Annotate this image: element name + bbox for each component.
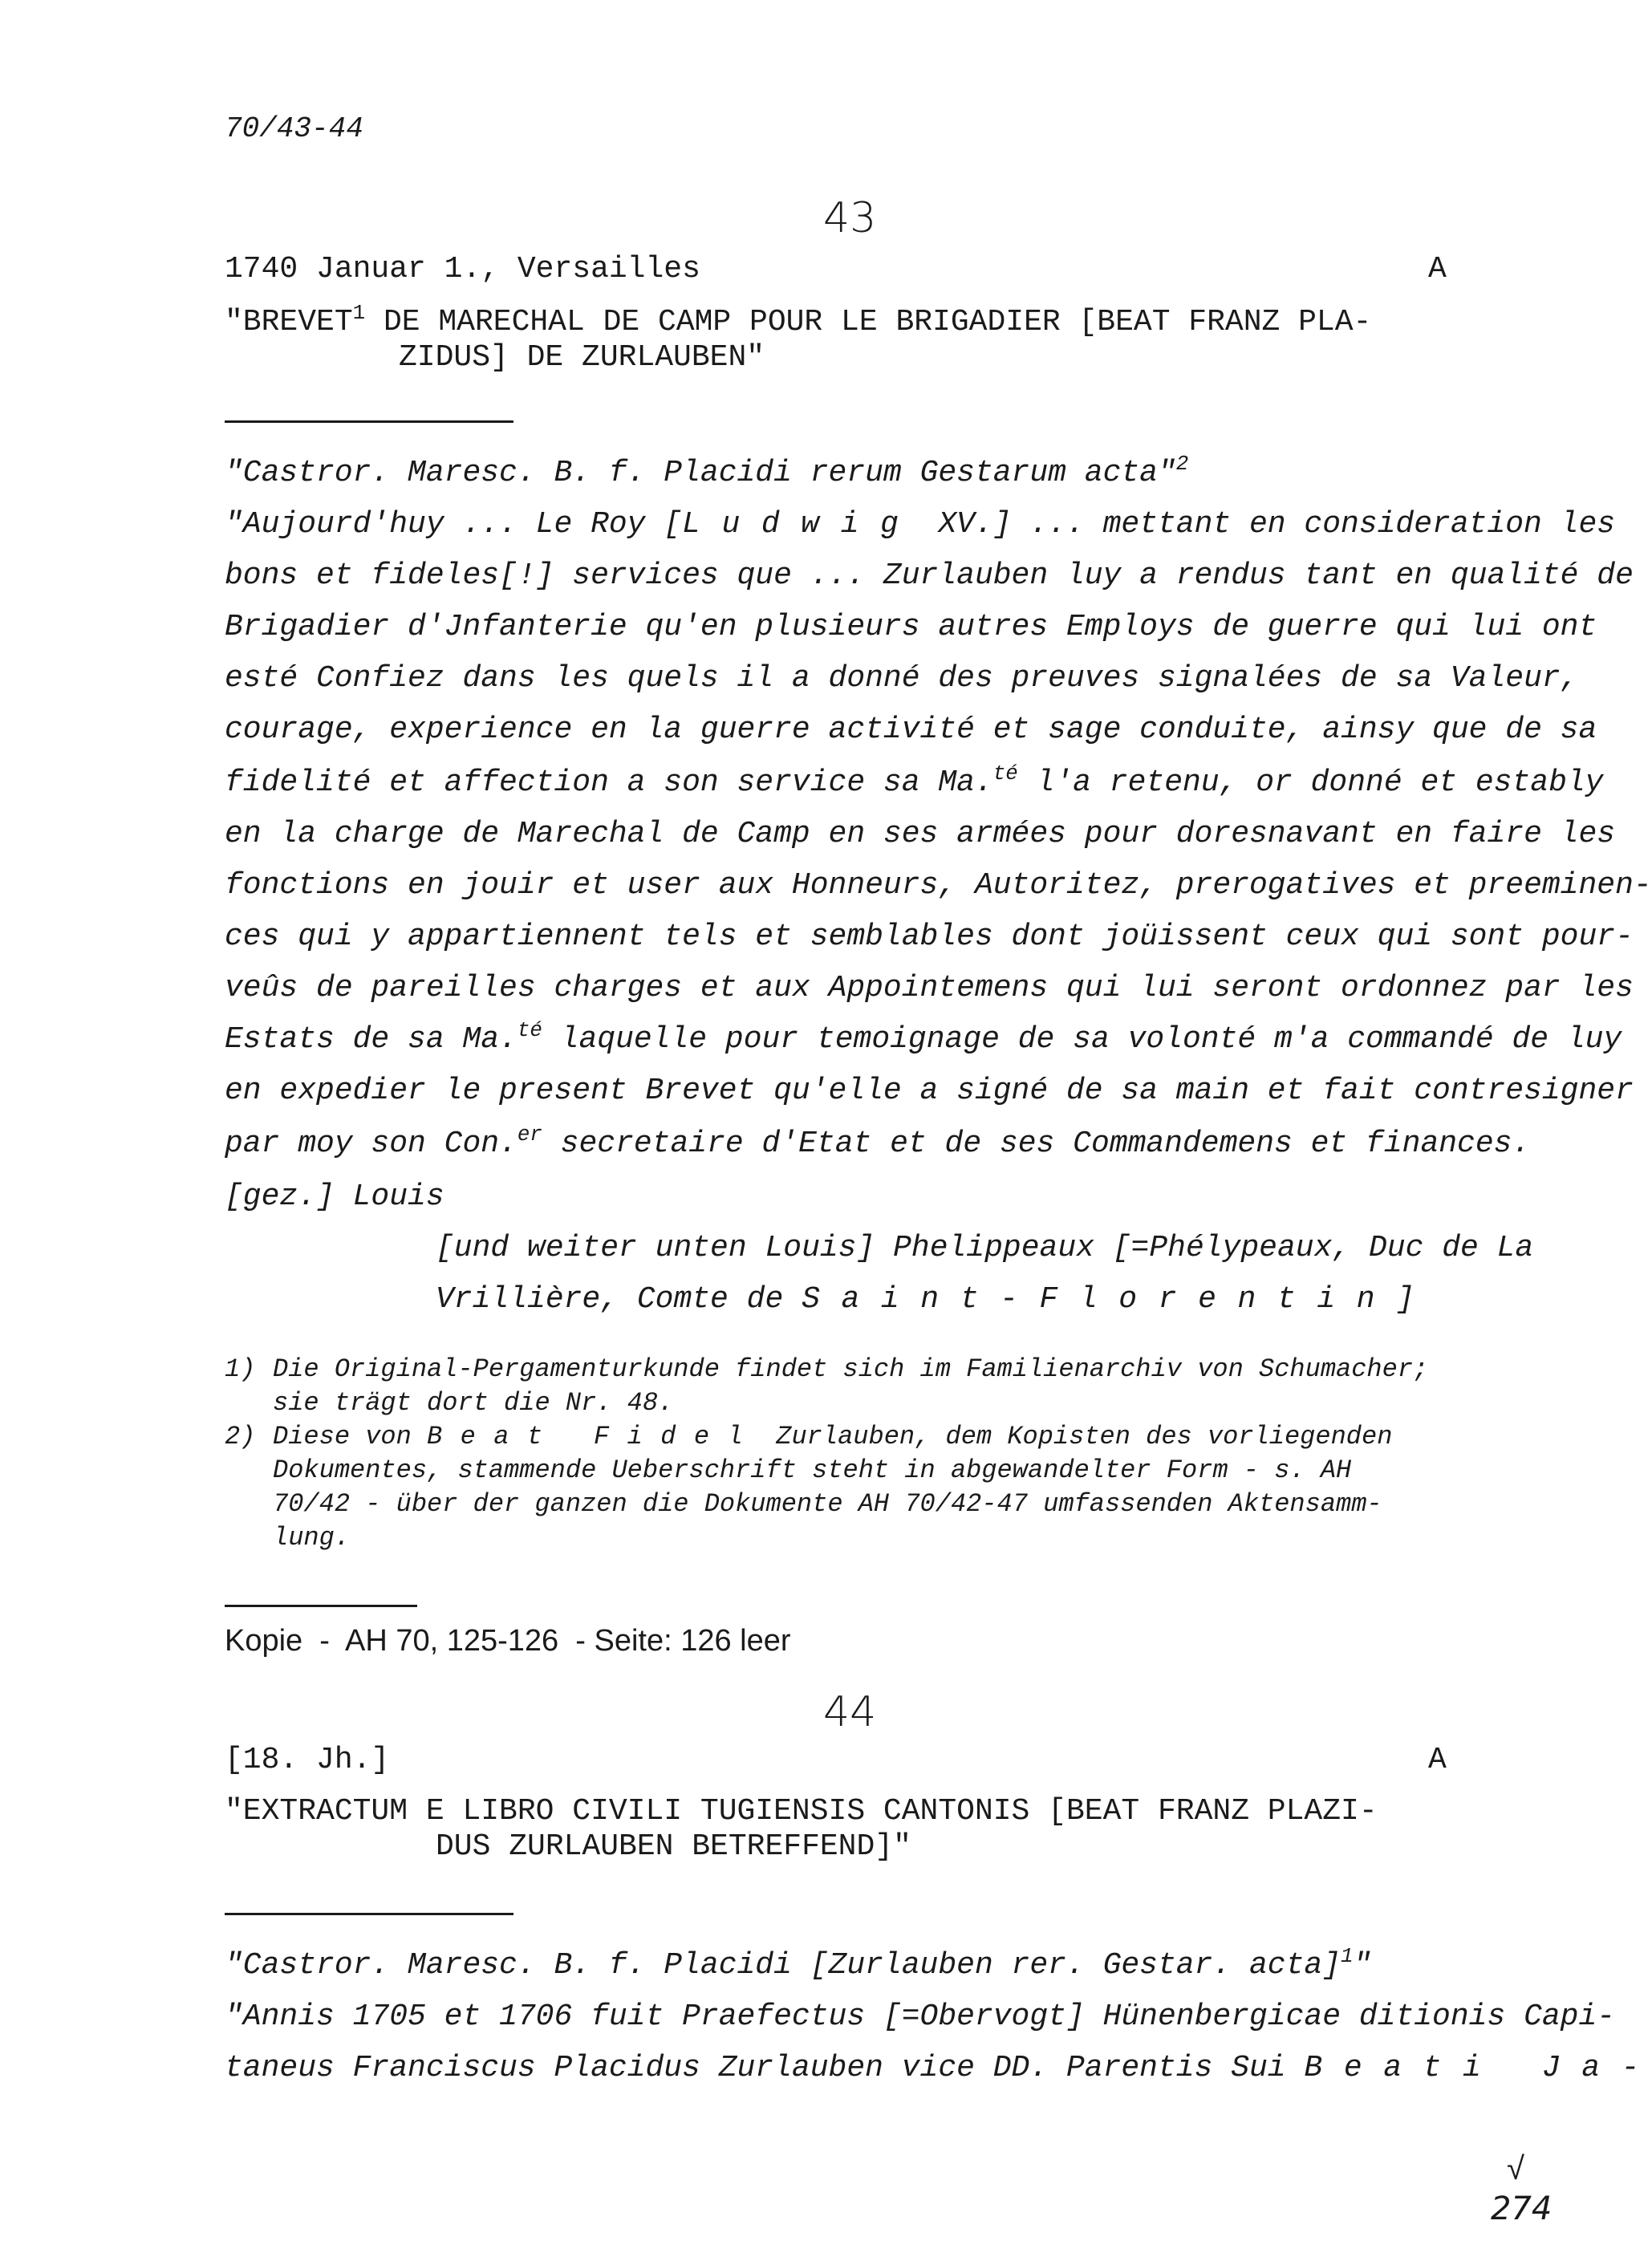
- text-line-43-6: courage, experience en la guerre activité et sage conduite, ainsy que de sa: [225, 712, 1597, 747]
- separator-rule: [225, 1605, 417, 1607]
- document-number-44: 44: [823, 1688, 877, 1736]
- footnote-1-number: 1): [225, 1354, 256, 1384]
- footnote-2-line-1: Diese von Beat Fidel Zurlauben, dem Kopisten des vorliegenden: [273, 1422, 1393, 1451]
- footnote-1-line-2: sie trägt dort die Nr. 48.: [273, 1388, 674, 1418]
- text-line-43-11: veûs de pareilles charges et aux Appointemens qui lui seront ordonnez par les: [225, 971, 1634, 1005]
- spaced-name-ludwig: Ludwig: [682, 507, 920, 542]
- text-line-43-2: "Aujourd'huy ... Le Roy [Ludwig XV.] ... mettant en consideration les: [225, 507, 1616, 542]
- footnote-1-line-1: Die Original-Pergamenturkunde findet sich im Familienarchiv von Schumacher;: [273, 1354, 1429, 1384]
- source-note: Kopie - AH 70, 125-126 - Seite: 126 leer: [225, 1624, 791, 1658]
- document-number-43: 43: [823, 194, 877, 242]
- text-line-43-5: esté Confiez dans les quels il a donné des preuves signalées de sa Valeur,: [225, 661, 1579, 696]
- spaced-name-beat-fidel: Beat Fidel: [427, 1422, 761, 1451]
- folio-number: 274: [1491, 2190, 1553, 2227]
- date-44: [18. Jh.]: [225, 1743, 390, 1777]
- footnote-2-line-2: Dokumentes, stammende Ueberschrift steht in abgewandelter Form - s. AH: [273, 1455, 1352, 1485]
- countersignature-line-1: [und weiter unten Louis] Phelippeaux [=Phélypeaux, Duc de La: [436, 1231, 1534, 1265]
- footnote-ref-1: 1: [352, 300, 366, 325]
- text-line-43-7: fidelité et affection a son service sa Ma.$^{té}$ l'a retenu, or donné et estably: [225, 761, 1604, 800]
- footnote-2-line-3: 70/42 - über der ganzen die Dokumente AH 70/42-47 umfassenden Aktensamm-: [273, 1489, 1382, 1519]
- document-type-letter-43: A: [1428, 252, 1447, 286]
- text-line-44-1: "Castror. Maresc. B. f. Placidi [Zurlauben rer. Gestar. acta]$^1$": [225, 1943, 1372, 1983]
- check-mark-icon: √: [1507, 2150, 1524, 2187]
- text-line-43-12: Estats de sa Ma.$^{té}$ laquelle pour temoignage de sa volonté m'a commandé de luy: [225, 1017, 1622, 1057]
- text-line-43-9: fonctions en jouir et user aux Honneurs, Autoritez, prerogatives et preeminen-: [225, 868, 1652, 903]
- document-type-letter-44: A: [1428, 1743, 1447, 1777]
- text-line-43-4: Brigadier d'Jnfanterie qu'en plusieurs autres Employs de guerre qui lui ont: [225, 610, 1597, 644]
- date-place-43: 1740 Januar 1., Versailles: [225, 252, 700, 286]
- signature: [gez.] Louis: [225, 1179, 444, 1214]
- separator-rule: [225, 420, 513, 423]
- separator-rule: [225, 1913, 513, 1915]
- text-line-43-1: "Castror. Maresc. B. f. Placidi rerum Gestarum acta"$^2$: [225, 451, 1189, 490]
- footnote-ref-2: 2: [1175, 451, 1189, 476]
- document-title-43: "BREVET$^1$ DE MARECHAL DE CAMP POUR LE BRIGADIER [BEAT FRANZ PLA-: [225, 300, 1372, 339]
- footnote-2-line-4: lung.: [273, 1523, 351, 1553]
- text-line-43-13: en expedier le present Brevet qu'elle a signé de sa main et fait contresigner: [225, 1074, 1634, 1108]
- spaced-name-beati-ja: Beati Ja: [1304, 2051, 1622, 2085]
- countersignature-line-2: Vrillière, Comte de Saint-Florentin]: [436, 1282, 1415, 1317]
- archive-reference: 70/43-44: [225, 112, 363, 145]
- footnote-2-number: 2): [225, 1422, 256, 1451]
- text-line-44-2: "Annis 1705 et 1706 fuit Praefectus [=Obervogt] Hünenbergicae ditionis Capi-: [225, 1999, 1616, 2034]
- document-title-44: "EXTRACTUM E LIBRO CIVILI TUGIENSIS CANTONIS [BEAT FRANZ PLAZI-: [225, 1794, 1378, 1829]
- text-line-43-14: par moy son Con.$^{er}$ secretaire d'Etat et de ses Commandemens et finances.: [225, 1122, 1531, 1161]
- footnote-ref-1: 1: [1341, 1943, 1354, 1968]
- document-title-43-cont: ZIDUS] DE ZURLAUBEN": [399, 340, 765, 375]
- text-line-44-3: taneus Franciscus Placidus Zurlauben vice DD. Parentis Sui Beati Ja-: [225, 2051, 1640, 2085]
- text-line-43-3: bons et fideles[!] services que ... Zurlauben luy a rendus tant en qualité de: [225, 558, 1634, 593]
- document-title-44-cont: DUS ZURLAUBEN BETREFFEND]": [436, 1829, 911, 1864]
- text-line-43-8: en la charge de Marechal de Camp en ses armées pour doresnavant en faire les: [225, 817, 1616, 851]
- spaced-name-saint-florentin: Saint-Florentin: [802, 1282, 1397, 1317]
- text-line-43-10: ces qui y appartiennent tels et semblables dont joüissent ceux qui sont pour-: [225, 919, 1634, 954]
